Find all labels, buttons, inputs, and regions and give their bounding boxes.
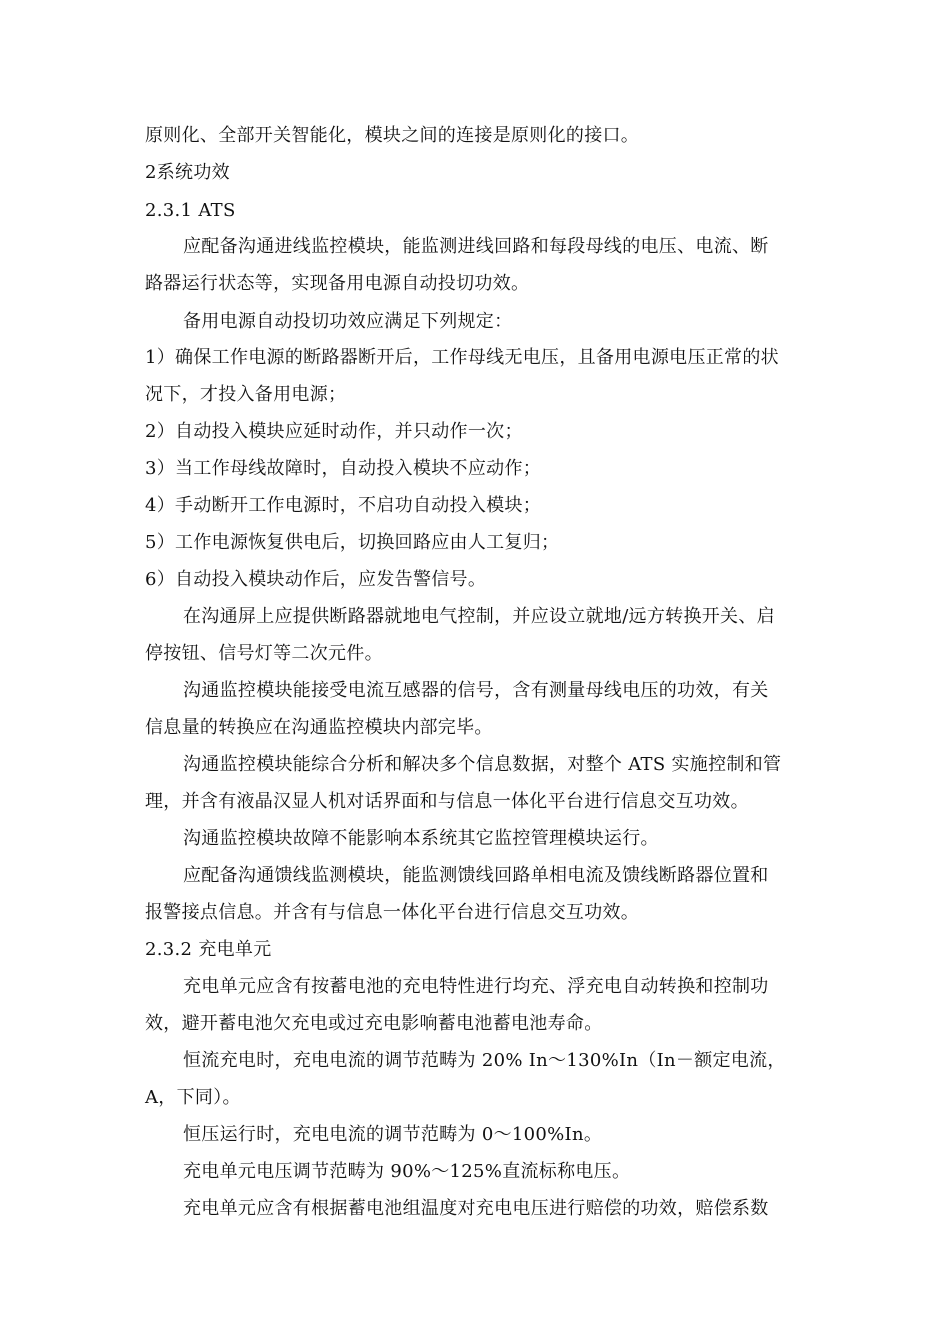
text-line: A，下同）。 [145, 1087, 241, 1108]
text-line: 效，避开蓄电池欠充电或过充电影响蓄电池蓄电池寿命。 [145, 1013, 603, 1034]
subsection-heading: 2.3.2 充电单元 [145, 939, 272, 960]
text-line: 况下，才投入备用电源； [145, 384, 347, 405]
text-line: 沟通监控模块能综合分析和解决多个信息数据，对整个 ATS 实施控制和管 [183, 754, 782, 775]
text-line: 应配备沟通馈线监测模块，能监测馈线回路单相电流及馈线断路器位置和 [183, 865, 769, 886]
text-line: 充电单元应含有按蓄电池的充电特性进行均充、浮充电自动转换和控制功 [183, 976, 769, 997]
text-line: 报警接点信息。并含有与信息一体化平台进行信息交互功效。 [145, 902, 640, 923]
text-line: 备用电源自动投切功效应满足下列规定： [183, 311, 513, 332]
text-line: 恒流充电时，充电电流的调节范畴为 20% In～130%In（In－额定电流， [183, 1050, 786, 1071]
text-line: 在沟通屏上应提供断路器就地电气控制，并应设立就地/远方转换开关、启 [183, 606, 775, 627]
list-item: 2）自动投入模块应延时动作，并只动作一次； [145, 421, 523, 442]
text-line: 沟通监控模块故障不能影响本系统其它监控管理模块运行。 [183, 828, 659, 849]
text-line: 充电单元应含有根据蓄电池组温度对充电电压进行赔偿的功效，赔偿系数 [183, 1198, 769, 1219]
subsection-heading: 2.3.1 ATS [145, 200, 236, 221]
text-line: 应配备沟通进线监控模块，能监测进线回路和每段母线的电压、电流、断 [183, 236, 769, 257]
text-line: 信息量的转换应在沟通监控模块内部完毕。 [145, 717, 493, 738]
text-line: 停按钮、信号灯等二次元件。 [145, 643, 383, 664]
text-line: 沟通监控模块能接受电流互感器的信号，含有测量母线电压的功效，有关 [183, 680, 769, 701]
section-heading: 2系统功效 [145, 162, 230, 183]
text-line: 理，并含有液晶汉显人机对话界面和与信息一体化平台进行信息交互功效。 [145, 791, 749, 812]
list-item: 5）工作电源恢复供电后，切换回路应由人工复归； [145, 532, 560, 553]
text-line: 路器运行状态等，实现备用电源自动投切功效。 [145, 273, 530, 294]
text-line: 原则化、全部开关智能化，模块之间的连接是原则化的接口。 [145, 125, 640, 146]
list-item: 1）确保工作电源的断路器断开后，工作母线无电压，且备用电源电压正常的状 [145, 347, 779, 368]
list-item: 3）当工作母线故障时，自动投入模块不应动作； [145, 458, 542, 479]
list-item: 4）手动断开工作电源时，不启功自动投入模块； [145, 495, 542, 516]
text-line: 恒压运行时，充电电流的调节范畴为 0～100%In。 [183, 1124, 603, 1145]
text-line: 充电单元电压调节范畴为 90%～125%直流标称电压。 [183, 1161, 631, 1182]
list-item: 6）自动投入模块动作后，应发告警信号。 [145, 569, 487, 590]
